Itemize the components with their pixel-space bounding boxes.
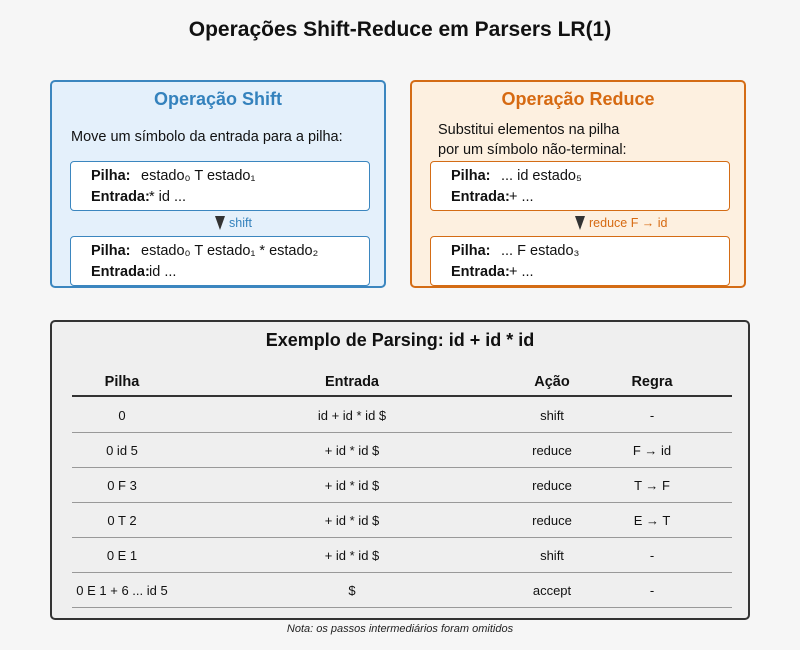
footnote: Nota: os passos intermediários foram omitidos [286, 623, 514, 635]
cell-pilha: 0 F 3 [107, 478, 137, 493]
reduce-arrow-label: reduce F → id [589, 216, 668, 230]
reduce-after-box [430, 236, 730, 286]
shift-before-entrada-row [91, 189, 187, 205]
pilha-label: Pilha: [91, 243, 131, 259]
entrada-label: Entrada: [91, 264, 150, 280]
row-divider [72, 467, 732, 468]
shift-arrow [215, 216, 252, 232]
row-divider [72, 537, 732, 538]
pilha-label: Pilha: [91, 168, 131, 184]
row-divider [72, 502, 732, 503]
cell-regra: F → id [632, 443, 672, 458]
page-title: Operações Shift-Reduce em Parsers LR(1) [188, 18, 612, 41]
pilha-value: estado₀ T estado₁ [141, 168, 256, 184]
shift-panel-title: Operação Shift [153, 89, 283, 109]
header-divider [72, 395, 732, 397]
shift-before-pilha-row [91, 168, 256, 184]
entrada-label: Entrada: [451, 189, 510, 205]
row-divider [72, 607, 732, 608]
cell-entrada: + id * id $ [324, 443, 380, 458]
cell-acao: shift [540, 408, 564, 423]
shift-panel [50, 80, 386, 288]
reduce-before-entrada-row [451, 189, 534, 205]
shift-before-box [70, 161, 370, 211]
cell-regra: - [649, 548, 655, 563]
header-pilha: Pilha [104, 374, 140, 390]
shift-description: Move um símbolo da entrada para a pilha: [71, 129, 343, 145]
cell-acao: reduce [532, 443, 572, 458]
arrow-down-icon [215, 216, 225, 230]
cell-regra: E → T [633, 513, 671, 528]
pilha-value: ... id estado₅ [501, 168, 582, 184]
cell-entrada: + id * id $ [324, 478, 380, 493]
reduce-panel-title: Operação Reduce [501, 89, 655, 109]
cell-entrada: $ [348, 583, 356, 598]
cell-acao: shift [540, 548, 564, 563]
row-divider [72, 572, 732, 573]
cell-acao: accept [532, 583, 572, 598]
cell-entrada: + id * id $ [324, 548, 380, 563]
reduce-after-pilha-row [451, 243, 580, 259]
cell-pilha: 0 E 1 [106, 548, 138, 563]
pilha-value: estado₀ T estado₁ * estado₂ [141, 243, 319, 259]
pilha-value: ... F estado₃ [501, 243, 580, 259]
reduce-after-entrada-row [451, 264, 534, 280]
cell-acao: reduce [532, 478, 572, 493]
reduce-description [438, 120, 698, 160]
reduce-description-line1: Substitui elementos na pilha [438, 122, 620, 138]
entrada-value: * id ... [149, 189, 187, 205]
reduce-panel [410, 80, 746, 288]
cell-pilha: 0 [118, 408, 126, 423]
cell-entrada: + id * id $ [324, 513, 380, 528]
shift-arrow-label: shift [229, 216, 252, 230]
example-title: Exemplo de Parsing: id + id * id [265, 330, 535, 350]
entrada-label: Entrada: [451, 264, 510, 280]
arrow-down-icon [575, 216, 585, 230]
parsing-example-panel [50, 320, 750, 620]
reduce-description-line2: por um símbolo não-terminal: [438, 142, 627, 158]
pilha-label: Pilha: [451, 243, 491, 259]
cell-acao: reduce [532, 513, 572, 528]
cell-pilha: 0 E 1 + 6 ... id 5 [76, 583, 168, 598]
header-entrada: Entrada [325, 374, 379, 390]
row-divider [72, 432, 732, 433]
cell-regra: - [649, 408, 655, 423]
entrada-value: + ... [509, 189, 534, 205]
pilha-label: Pilha: [451, 168, 491, 184]
header-regra: Regra [631, 374, 673, 390]
reduce-arrow [575, 216, 668, 232]
entrada-label: Entrada: [91, 189, 150, 205]
cell-regra: T → F [634, 478, 670, 493]
entrada-value: id ... [149, 264, 177, 280]
cell-entrada: id + id * id $ [317, 408, 387, 423]
shift-after-entrada-row [91, 264, 177, 280]
entrada-value: + ... [509, 264, 534, 280]
cell-pilha: 0 id 5 [106, 443, 138, 458]
reduce-before-box [430, 161, 730, 211]
cell-pilha: 0 T 2 [107, 513, 137, 528]
reduce-before-pilha-row [451, 168, 582, 184]
shift-after-box [70, 236, 370, 286]
header-acao: Ação [534, 374, 570, 390]
shift-after-pilha-row [91, 243, 319, 259]
cell-regra: - [649, 583, 655, 598]
